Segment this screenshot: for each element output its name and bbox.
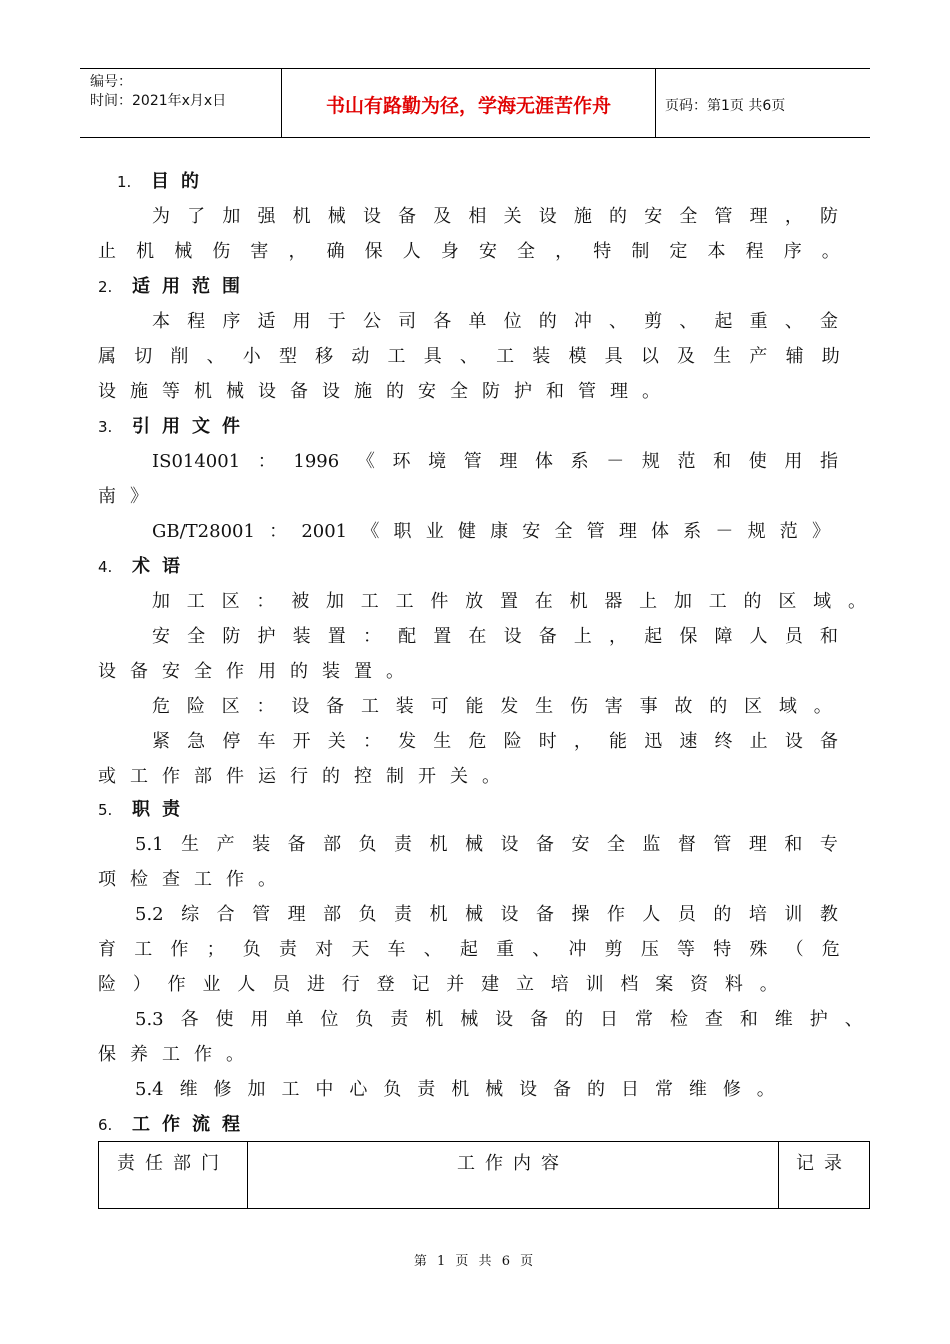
section-4-line: 加 工 区 ： 被 加 工 工 件 放 置 在 机 器 上 加 工 的 区 域 。 [152,591,866,612]
page-header [80,68,870,138]
section-2-heading: 2. 适用范围 [98,276,252,297]
document-number: 编号： [90,74,132,90]
page-footer: 第 1 页 共 6 页 [413,1254,537,1269]
table-header-department: 责任部门 [99,1142,248,1209]
section-3-line: 南》 [98,486,162,507]
section-1-heading: 1. 目的 [117,171,211,192]
workflow-table [98,1141,870,1209]
section-5-line: 育 工 作 ； 负 责 对 天 车 、 起 重 、 冲 剪 压 等 特 殊 （ 危 [98,939,840,960]
section-4-line: 安 全 防 护 装 置 ： 配 置 在 设 备 上 ， 起 保 障 人 员 和 [152,626,838,647]
section-1-line: 止 机 械 伤 害 ， 确 保 人 身 安 全 ， 特 制 定 本 程 序 。 [98,241,840,262]
header-motto: 书山有路勤为径，学海无涯苦作舟 [325,95,611,117]
section-4-line: 或工作部件运行的控制开关。 [98,766,514,787]
section-3-line: IS014001 ： 1996 《 环 境 管 理 体 系 － 规 范 和 使 用 指 [152,451,838,472]
section-5-heading: 5. 职责 [98,799,192,820]
section-2-line: 属 切 削 、 小 型 移 动 工 具 、 工 装 模 具 以 及 生 产 辅 助 [98,346,840,367]
section-4-line: 设备安全作用的装置。 [98,661,418,682]
section-5-line: 5.3 各 使 用 单 位 负 责 机 械 设 备 的 日 常 检 查 和 维 护 、 [135,1009,863,1030]
header-page-number: 页码：第1页 共6页 [665,98,786,114]
header-left-cell [80,69,281,137]
section-5-line: 5.1 生 产 装 备 部 负 责 机 械 设 备 安 全 监 督 管 理 和 专 [135,834,838,855]
section-3-heading: 3. 引用文件 [98,416,252,437]
section-5-line: 5.2 综 合 管 理 部 负 责 机 械 设 备 操 作 人 员 的 培 训 教 [135,904,838,925]
section-1-line: 为 了 加 强 机 械 设 备 及 相 关 设 施 的 安 全 管 理 ， 防 [152,206,838,227]
document-date: 时间：2021年x月x日 [90,93,227,109]
header-motto-cell [281,69,656,137]
section-5-line: 保养工作。 [98,1044,258,1065]
section-5-line: 5.4 维 修 加 工 中 心 负 责 机 械 设 备 的 日 常 维 修 。 [135,1079,775,1100]
section-6-heading: 6. 工作流程 [98,1114,252,1135]
section-4-line: 危 险 区 ： 设 备 工 装 可 能 发 生 伤 害 事 故 的 区 域 。 [152,696,832,717]
section-2-line: 本 程 序 适 用 于 公 司 各 单 位 的 冲 、 剪 、 起 重 、 金 [152,311,838,332]
section-4-heading: 4. 术语 [98,556,192,577]
section-5-line: 险 ） 作 业 人 员 进 行 登 记 并 建 立 培 训 档 案 资 料 。 [98,974,778,995]
section-5-line: 项检查工作。 [98,869,290,890]
section-4-line: 紧 急 停 车 开 关 ： 发 生 危 险 时 ， 能 迅 速 终 止 设 备 [152,731,838,752]
table-header-record: 记录 [779,1142,870,1209]
table-header-content: 工作内容 [248,1142,779,1209]
section-3-line: GB/T28001 ： 2001 《 职 业 健 康 安 全 管 理 体 系 － 规 范 》 [152,521,830,542]
table-header-row [99,1142,870,1209]
header-right-cell [655,69,870,137]
section-2-line: 设施等机械设备设施的安全防护和管理。 [98,381,674,402]
